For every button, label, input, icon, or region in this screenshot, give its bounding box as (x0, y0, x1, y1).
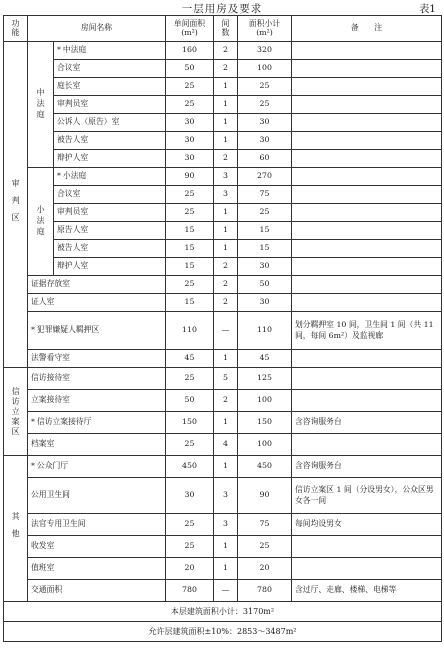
room-note (292, 434, 442, 456)
room-name: 档案室 (28, 434, 166, 456)
table-row (4, 350, 442, 368)
unit-area: 150 (166, 412, 214, 434)
area-subtotal: 30 (238, 294, 292, 312)
room-count: — (214, 580, 238, 602)
header-subtotal-line1: 面积小计 (248, 18, 281, 28)
room-count: 1 (214, 78, 238, 96)
room-count: 3 (214, 186, 238, 204)
table-row (4, 536, 442, 558)
table-row (4, 96, 442, 114)
header-function-line1: 功 (11, 18, 20, 28)
table-row (4, 114, 442, 132)
area-subtotal: 90 (238, 478, 292, 514)
room-count: 5 (214, 368, 238, 390)
table-row (4, 312, 442, 350)
room-note (292, 96, 442, 114)
unit-area: 25 (166, 514, 214, 536)
area-subtotal: 25 (238, 536, 292, 558)
area-subtotal: 30 (238, 114, 292, 132)
room-note (292, 390, 442, 412)
table-row (4, 258, 442, 276)
area-subtotal: 780 (238, 580, 292, 602)
unit-area: 30 (166, 478, 214, 514)
table-row (4, 186, 442, 204)
unit-area: 30 (166, 150, 214, 168)
room-note (292, 150, 442, 168)
room-count: 1 (214, 132, 238, 150)
unit-area: 15 (166, 258, 214, 276)
room-name: 审判员室 (54, 204, 166, 222)
room-name: 合议室 (54, 60, 166, 78)
room-name: * 犯罪嫌疑人羁押区 (28, 312, 166, 350)
table-row (4, 558, 442, 580)
unit-area: 50 (166, 390, 214, 412)
table-row (4, 580, 442, 602)
table-row (4, 240, 442, 258)
unit-area: 50 (166, 60, 214, 78)
room-name: 辩护人室 (54, 150, 166, 168)
header-function (4, 16, 28, 42)
area-subtotal: 320 (238, 42, 292, 60)
table-row (4, 150, 442, 168)
subgroup-mid-court: 中法庭 (28, 42, 54, 168)
unit-area: 45 (166, 350, 214, 368)
area-subtotal: 60 (238, 150, 292, 168)
area-subtotal: 100 (238, 434, 292, 456)
room-count: 2 (214, 258, 238, 276)
table-title: 一层用房及要求 (181, 3, 263, 15)
room-name: 被告人室 (54, 132, 166, 150)
room-name: 辩护人室 (54, 258, 166, 276)
table-row (4, 390, 442, 412)
room-note (292, 42, 442, 60)
room-note (292, 258, 442, 276)
table-row (4, 78, 442, 96)
total-row (4, 602, 442, 622)
room-name: 庭长室 (54, 78, 166, 96)
table-row (4, 456, 442, 478)
room-count: 2 (214, 42, 238, 60)
group-visit: 信访立案区 (4, 368, 28, 456)
unit-area: 30 (166, 132, 214, 150)
room-count: 4 (214, 434, 238, 456)
room-name: 法官专用卫生间 (28, 514, 166, 536)
room-name: 收发室 (28, 536, 166, 558)
room-note: 划分羁押室 10 间，卫生间 1 间（共 11 间，每间 6m²）及监视廊 (292, 312, 442, 350)
table-row (4, 276, 442, 294)
header-row (4, 16, 442, 42)
room-name: 证人室 (28, 294, 166, 312)
area-subtotal: 25 (238, 204, 292, 222)
unit-area: 25 (166, 96, 214, 114)
unit-area: 15 (166, 240, 214, 258)
area-subtotal: 270 (238, 168, 292, 186)
room-count: — (214, 312, 238, 350)
room-requirements-table (3, 15, 442, 642)
room-count: 1 (214, 114, 238, 132)
area-subtotal: 15 (238, 240, 292, 258)
room-name: * 中法庭 (54, 42, 166, 60)
room-name: 法警看守室 (28, 350, 166, 368)
floor-area-total: 本层建筑面积小计：3170m² (4, 602, 442, 622)
room-count: 1 (214, 204, 238, 222)
area-subtotal: 45 (238, 350, 292, 368)
group-other: 其他 (4, 456, 28, 602)
area-subtotal: 150 (238, 412, 292, 434)
room-name: 交通面积 (28, 580, 166, 602)
allowed-area-range: 允许层建筑面积±10%：2853～3487m² (4, 622, 442, 642)
room-name: 被告人室 (54, 240, 166, 258)
unit-area: 20 (166, 558, 214, 580)
title-row (0, 0, 444, 14)
unit-area: 25 (166, 186, 214, 204)
room-name: 公用卫生间 (28, 478, 166, 514)
room-note (292, 78, 442, 96)
room-count: 1 (214, 222, 238, 240)
allowed-row (4, 622, 442, 642)
area-subtotal: 100 (238, 390, 292, 412)
unit-area: 780 (166, 580, 214, 602)
area-subtotal: 20 (238, 558, 292, 580)
room-note: 含咨询服务台 (292, 412, 442, 434)
room-name: 值班室 (28, 558, 166, 580)
header-count (214, 16, 238, 42)
header-note: 备 注 (292, 16, 442, 42)
table-row (4, 42, 442, 60)
unit-area: 25 (166, 276, 214, 294)
room-note (292, 558, 442, 580)
room-note: 每间均设男女 (292, 514, 442, 536)
table-row (4, 294, 442, 312)
header-room-name: 房间名称 (28, 16, 166, 42)
room-count: 1 (214, 350, 238, 368)
area-subtotal: 25 (238, 78, 292, 96)
room-name: 公诉人（原告）室 (54, 114, 166, 132)
unit-area: 25 (166, 536, 214, 558)
table-row (4, 412, 442, 434)
room-name: 立案接待室 (28, 390, 166, 412)
unit-area: 90 (166, 168, 214, 186)
unit-area: 110 (166, 312, 214, 350)
room-note: 含过厅、走廊、楼梯、电梯等 (292, 580, 442, 602)
room-count: 1 (214, 558, 238, 580)
room-note (292, 350, 442, 368)
room-note (292, 368, 442, 390)
header-count-line2: 数 (221, 27, 230, 37)
room-name: * 信访立案接待厅 (28, 412, 166, 434)
room-count: 2 (214, 276, 238, 294)
area-subtotal: 30 (238, 258, 292, 276)
room-count: 2 (214, 390, 238, 412)
room-count: 1 (214, 536, 238, 558)
room-note (292, 536, 442, 558)
room-note: 信访立案区 1 间（分设男女），公众区男女各一间 (292, 478, 442, 514)
room-count: 2 (214, 150, 238, 168)
table-row (4, 478, 442, 514)
room-name: * 小法庭 (54, 168, 166, 186)
room-note (292, 294, 442, 312)
room-name: * 公众门厅 (28, 456, 166, 478)
header-function-line2: 能 (11, 27, 20, 37)
area-subtotal: 100 (238, 60, 292, 78)
area-subtotal: 75 (238, 514, 292, 536)
room-count: 1 (214, 96, 238, 114)
room-count: 1 (214, 412, 238, 434)
room-note (292, 276, 442, 294)
header-subtotal (238, 16, 292, 42)
header-count-line1: 间 (221, 18, 230, 28)
area-subtotal: 25 (238, 96, 292, 114)
room-note (292, 240, 442, 258)
table-row (4, 434, 442, 456)
header-unit-area (166, 16, 214, 42)
area-subtotal: 15 (238, 222, 292, 240)
room-note (292, 114, 442, 132)
unit-area: 25 (166, 434, 214, 456)
header-subtotal-line2: (m²) (256, 27, 273, 37)
area-subtotal: 110 (238, 312, 292, 350)
room-count: 3 (214, 168, 238, 186)
room-note (292, 60, 442, 78)
room-count: 3 (214, 514, 238, 536)
table-row (4, 60, 442, 78)
room-count: 2 (214, 60, 238, 78)
unit-area: 25 (166, 78, 214, 96)
unit-area: 15 (166, 294, 214, 312)
room-count: 1 (214, 240, 238, 258)
area-subtotal: 75 (238, 186, 292, 204)
table-row (4, 514, 442, 536)
area-subtotal: 50 (238, 276, 292, 294)
room-note (292, 204, 442, 222)
unit-area: 450 (166, 456, 214, 478)
room-name: 证据存放室 (28, 276, 166, 294)
room-count: 2 (214, 294, 238, 312)
table-row (4, 222, 442, 240)
room-note (292, 222, 442, 240)
table-row (4, 168, 442, 186)
unit-area: 25 (166, 368, 214, 390)
area-subtotal: 450 (238, 456, 292, 478)
header-unit-area-line1: 单间面积 (173, 18, 206, 28)
room-name: 原告人室 (54, 222, 166, 240)
unit-area: 30 (166, 114, 214, 132)
room-note (292, 132, 442, 150)
table-number: 表1 (418, 3, 436, 15)
area-subtotal: 125 (238, 368, 292, 390)
room-name: 合议室 (54, 186, 166, 204)
header-unit-area-line2: (m²) (181, 27, 198, 37)
table-row (4, 368, 442, 390)
table-row (4, 132, 442, 150)
unit-area: 160 (166, 42, 214, 60)
area-subtotal: 30 (238, 132, 292, 150)
room-name: 信访接待室 (28, 368, 166, 390)
table-row (4, 204, 442, 222)
room-note: 含咨询服务台 (292, 456, 442, 478)
room-name: 审判员室 (54, 96, 166, 114)
group-trial: 审判区 (4, 42, 28, 368)
room-count: 3 (214, 478, 238, 514)
room-count: 1 (214, 456, 238, 478)
unit-area: 15 (166, 222, 214, 240)
room-note (292, 186, 442, 204)
room-note (292, 168, 442, 186)
subgroup-small-court: 小法庭 (28, 168, 54, 276)
unit-area: 25 (166, 204, 214, 222)
